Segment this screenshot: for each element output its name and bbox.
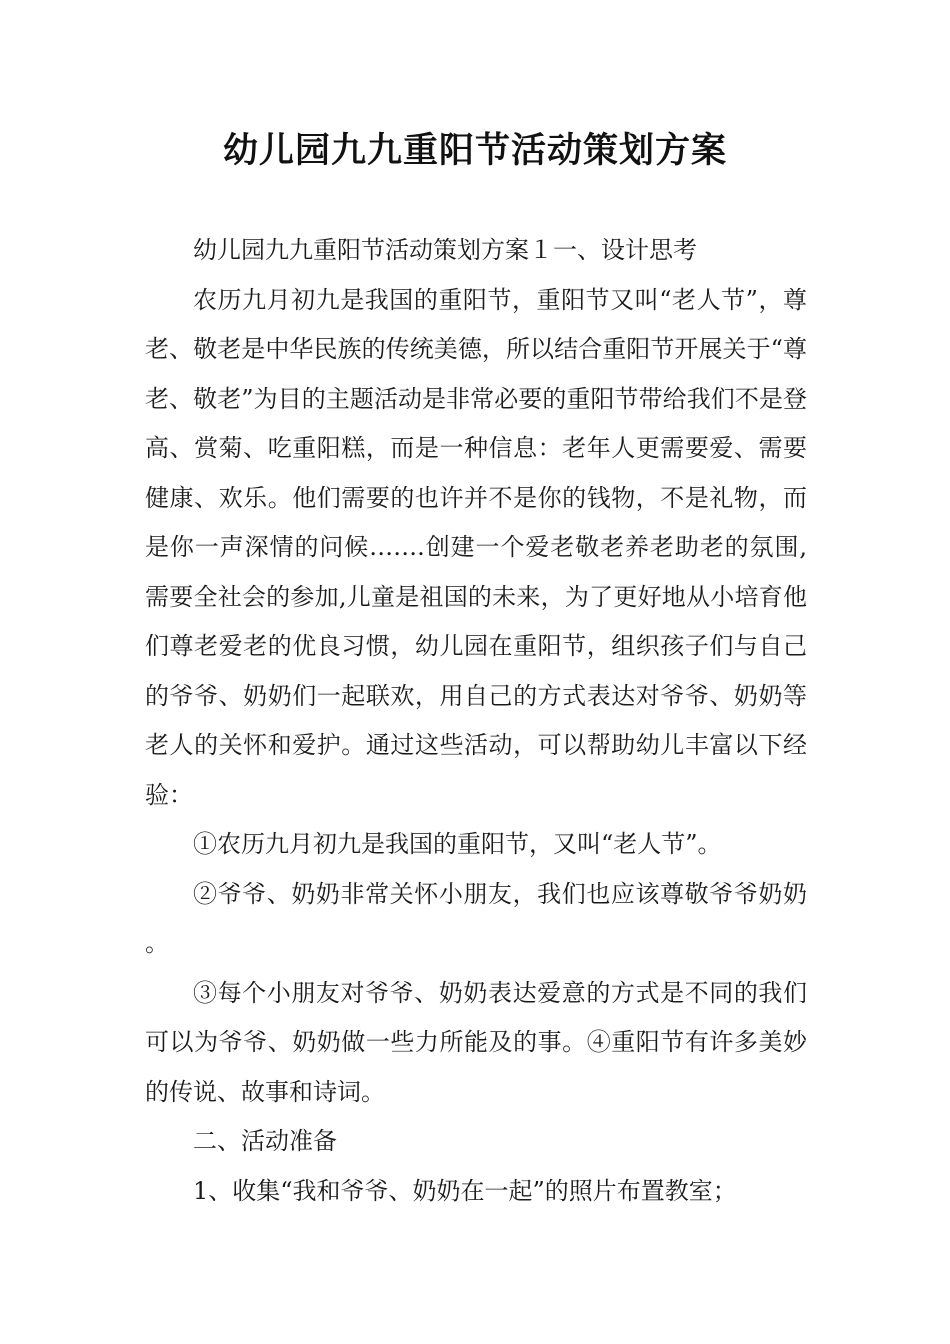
paragraph-experience-3-4: ③每个小朋友对爷爷、奶奶表达爱意的方式是不同的我们可以为爷爷、奶奶做一些力所能及的事。④重阳节有许多美妙的传说、故事和诗词。: [145, 978, 807, 1106]
paragraph-experience-1: ①农历九月初九是我国的重阳节，又叫“老人节”。: [193, 830, 722, 858]
paragraph-heading-section-2: 二、活动准备: [193, 1127, 337, 1155]
document-body: [145, 226, 807, 1216]
paragraph-design-thinking: 农历九月初九是我国的重阳节，重阳节又叫“老人节”，尊老、敬老是中华民族的传统美德，所以结合重阳节开展关于“尊老、敬老”为目的主题活动是非常必要的重阳节带给我们不是登高、赏菊、吃重阳糕，而是一种信息：老年人更需要爱、需要健康、欢乐。他们需要的也许并不是你的钱物，不是礼物，而是你一声深情的问候…….创建一个爱老敬老养老助老的氛围,需要全社会的参加,儿童是祖国的未来，为了更好地从小培育他们尊老爱老的优良习惯，幼儿园在重阳节，组织孩子们与自己的爷爷、奶奶们一起联欢，用自己的方式表达对爷爷、奶奶等老人的关怀和爱护。通过这些活动，可以帮助幼儿丰富以下经验：: [145, 285, 807, 809]
paragraph-heading-section-1: 幼儿园九九重阳节活动策划方案１一、设计思考: [193, 236, 697, 264]
paragraph-preparation-1: 1、收集“我和爷爷、奶奶在一起”的照片布置教室；: [193, 1176, 737, 1205]
document-title: 幼儿园九九重阳节活动策划方案: [222, 131, 727, 171]
paragraph-experience-2: ②爷爷、奶奶非常关怀小朋友，我们也应该尊敬爷爷奶奶。: [145, 879, 807, 957]
